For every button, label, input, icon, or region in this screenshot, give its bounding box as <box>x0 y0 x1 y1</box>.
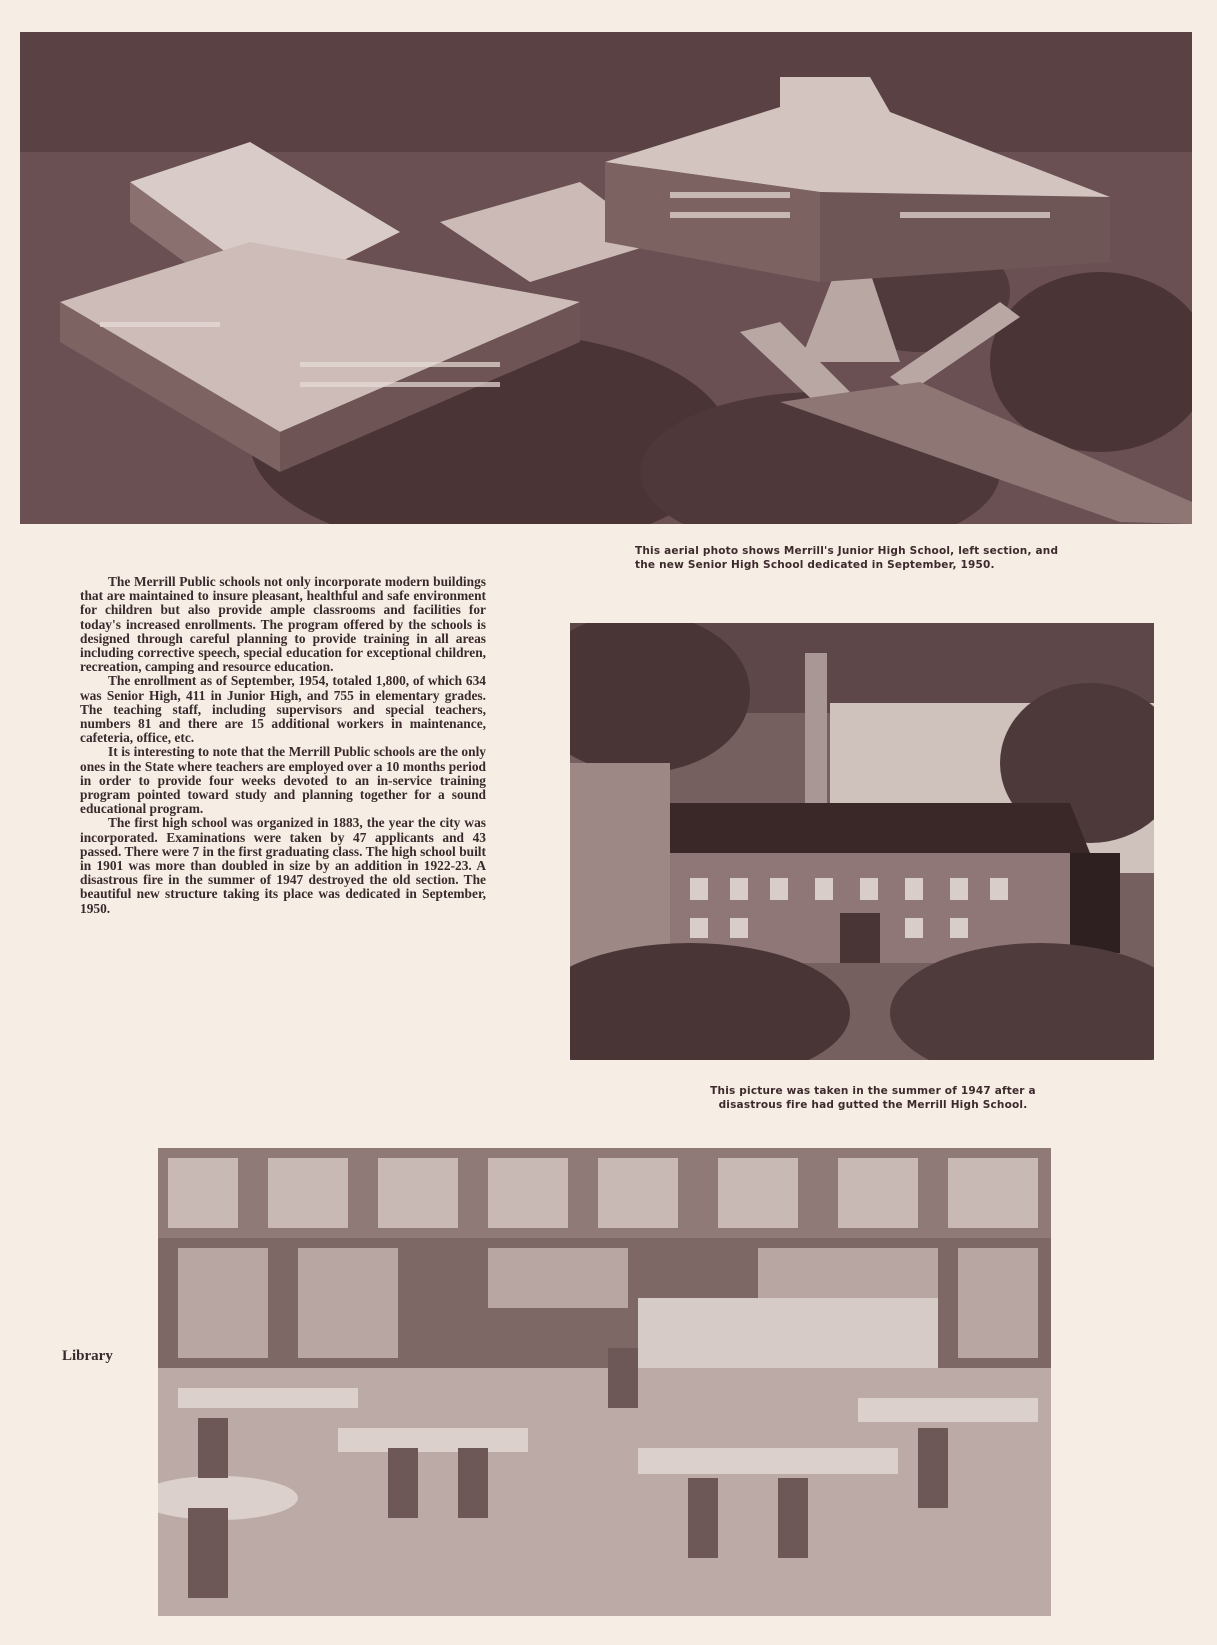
fire-caption-line2: disastrous fire had gutted the Merrill High School. <box>718 1099 1028 1111</box>
aerial-caption <box>635 544 1195 572</box>
aerial-caption-line1: This aerial photo shows Merrill's Junior High School, left section, and <box>635 545 1059 557</box>
fire-caption <box>648 1084 1098 1112</box>
article-paragraph-4: The first high school was organized in 1883, the year the city was incorporated. Examinations were taken by 47 applicants and 43 passed. There were 7 in the first graduating class. The high school built in 1901 was more than doubled in size by an addition in 1922-23. A disastrous fire in the summer of 1947 destroyed the old section. The beautiful new structure taking its place was dedicated in September, 1950. <box>80 815 486 916</box>
aerial-caption-line2: the new Senior High School dedicated in September, 1950. <box>635 559 995 571</box>
library-photo <box>158 1148 1051 1616</box>
library-label: Library <box>62 1348 113 1364</box>
aerial-photo <box>20 32 1192 524</box>
article-body <box>80 575 486 916</box>
article-paragraph-2: The enrollment as of September, 1954, totaled 1,800, of which 634 was Senior High, 411 in Junior High, and 755 in elementary grades. The teaching staff, including supervisors and special teachers, numbers 81 and there are 15 additional workers in maintenance, cafeteria, office, etc. <box>80 673 486 746</box>
article-paragraph-1: The Merrill Public schools not only incorporate modern buildings that are maintained to insure pleasant, healthful and safe environment for children but also provide ample classrooms and facilities for today's increased enrollments. The program offered by the schools is designed through careful planning to provide training in all areas including corrective speech, special education for exceptional children, recreation, camping and resource education. <box>80 574 486 675</box>
fire-caption-line1: This picture was taken in the summer of 1947 after a <box>710 1085 1036 1097</box>
fire-photo <box>570 623 1154 1060</box>
article-paragraph-3: It is interesting to note that the Merrill Public schools are the only ones in the State where teachers are employed over a 10 months period in order to provide four weeks devoted to an in-service training program pointed toward study and planning together for a sound educational program. <box>80 744 486 817</box>
